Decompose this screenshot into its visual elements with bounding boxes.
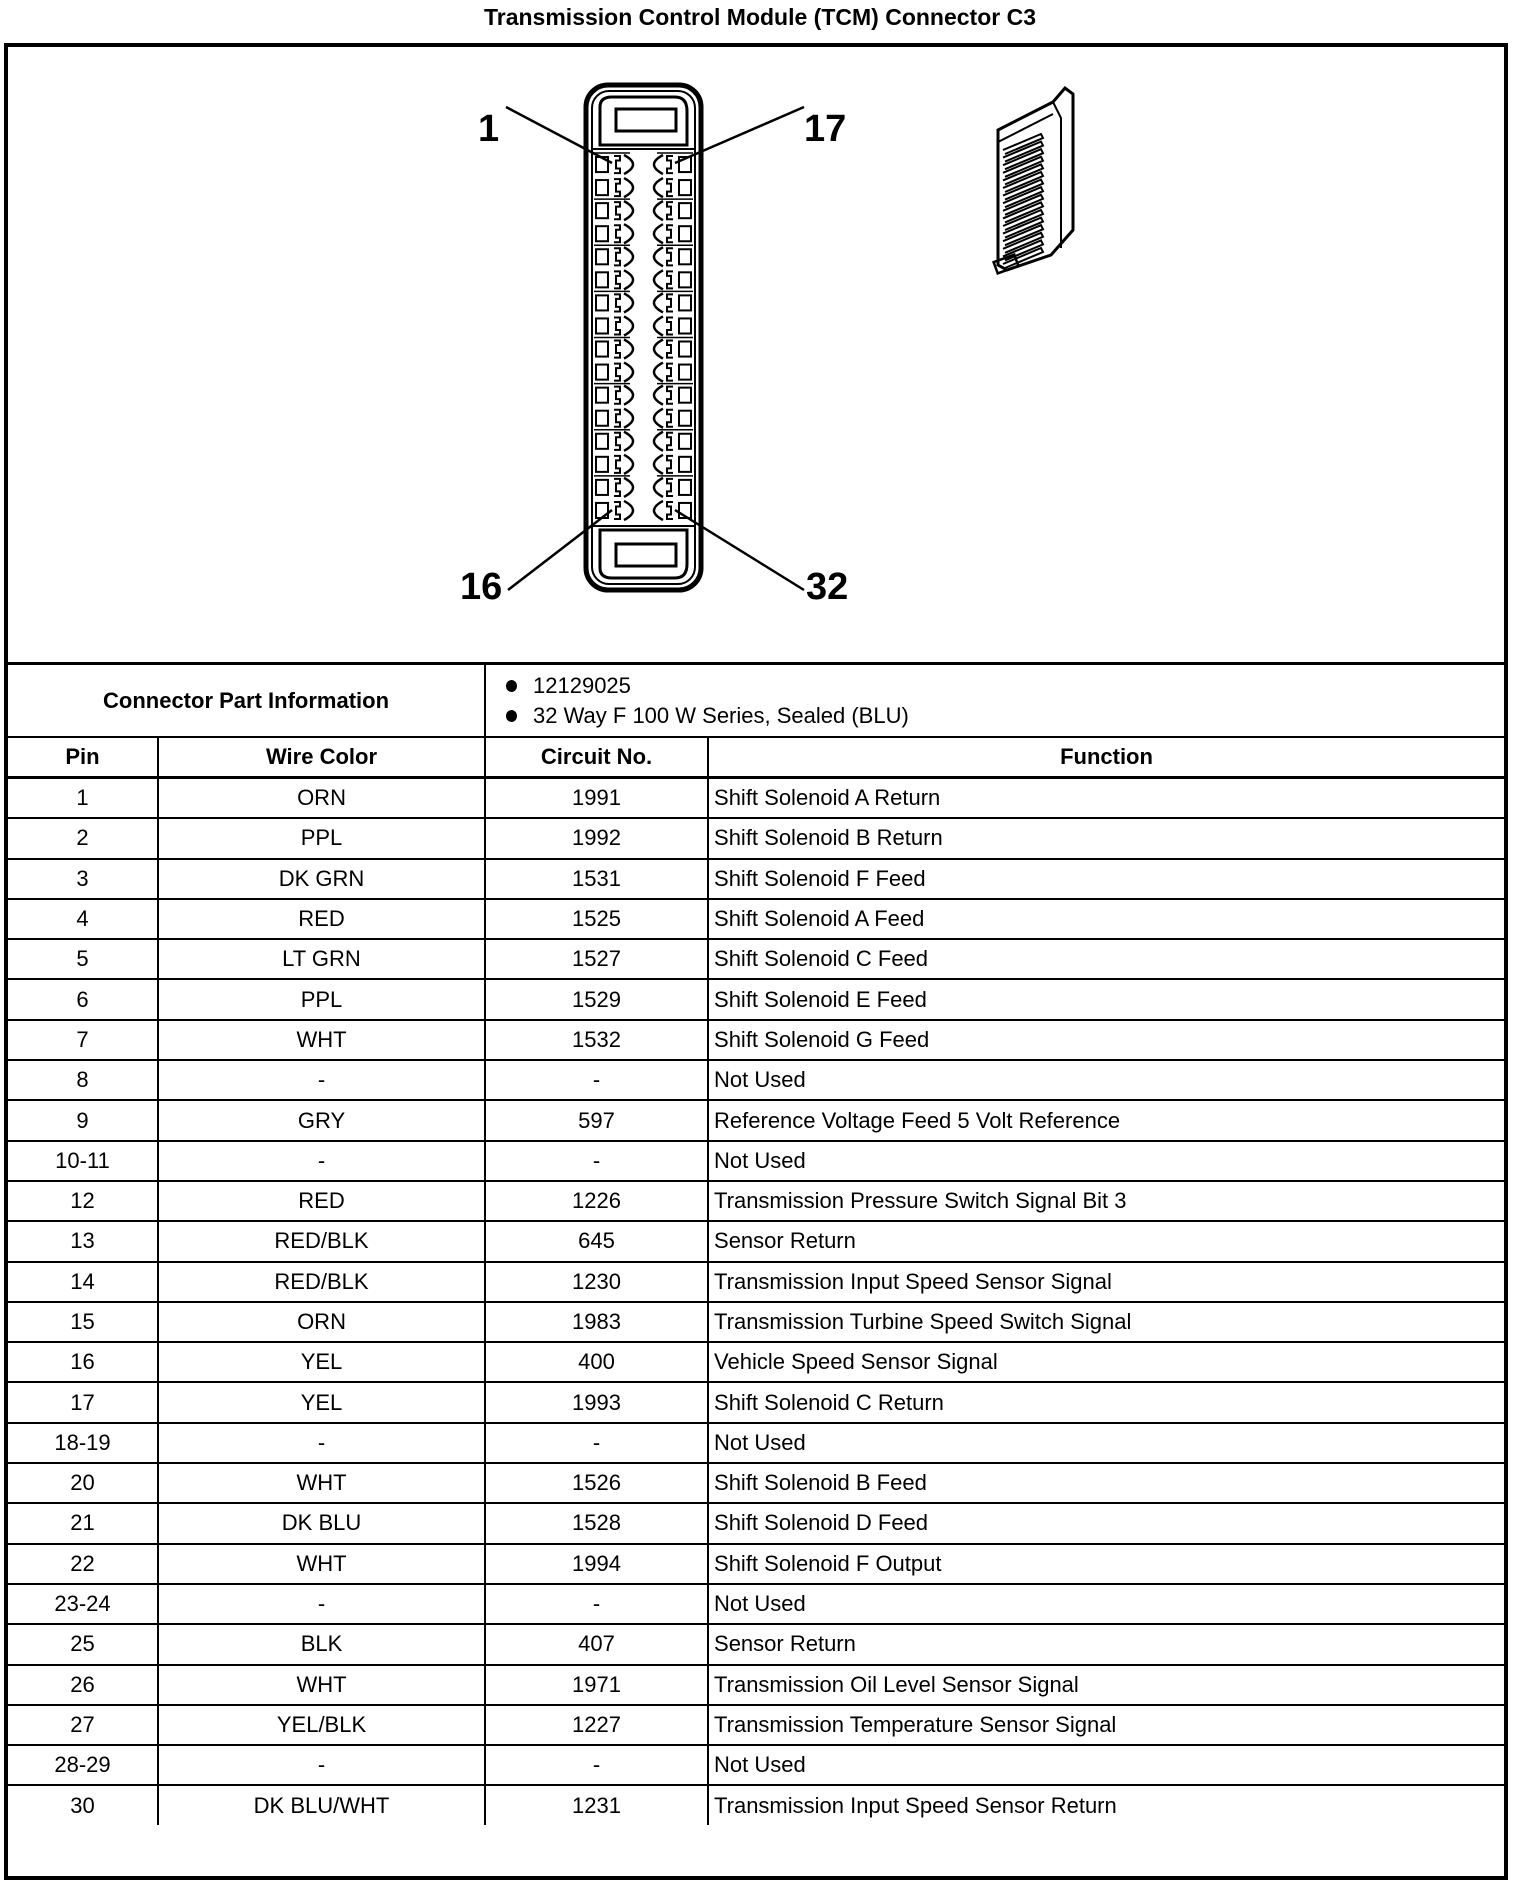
cell-function: Shift Solenoid F Output [708, 1544, 1504, 1584]
table-row [8, 979, 1504, 1019]
table-row [8, 1665, 1504, 1705]
cell-wire-color: YEL/BLK [158, 1705, 485, 1745]
cell-wire-color: YEL [158, 1382, 485, 1422]
cavity-left [596, 365, 608, 380]
terminal-left [614, 341, 620, 358]
cell-function: Shift Solenoid D Feed [708, 1503, 1504, 1543]
pin-label-bottom-right: 32 [806, 566, 849, 608]
cell-function: Shift Solenoid E Feed [708, 979, 1504, 1019]
cell-function: Shift Solenoid A Return [708, 778, 1504, 819]
cell-function: Shift Solenoid F Feed [708, 859, 1504, 899]
terminal-right-contact [654, 501, 663, 520]
table-row [8, 1100, 1504, 1140]
connector-part-info-row [8, 664, 1504, 738]
table-row [8, 859, 1504, 899]
cell-circuit-no: 597 [485, 1100, 708, 1140]
cell-circuit-no: 1971 [485, 1665, 708, 1705]
cell-wire-color: - [158, 1584, 485, 1624]
table-row [8, 1463, 1504, 1503]
cell-pin: 18-19 [8, 1423, 158, 1463]
cell-pin: 4 [8, 899, 158, 939]
cavity-right [679, 295, 691, 310]
cell-function: Not Used [708, 1584, 1504, 1624]
table-row [8, 1544, 1504, 1584]
bullet-icon [506, 680, 517, 692]
terminal-right [667, 248, 673, 265]
cavity-right [679, 480, 691, 495]
terminal-right [667, 502, 673, 519]
cavity-right [679, 411, 691, 426]
terminal-left-contact [624, 155, 633, 174]
top-latch [600, 97, 687, 145]
cell-pin: 8 [8, 1060, 158, 1100]
terminal-left [614, 410, 620, 427]
terminal-right [667, 179, 673, 196]
cell-circuit-no: 1531 [485, 859, 708, 899]
cell-circuit-no: 1528 [485, 1503, 708, 1543]
terminal-left-contact [624, 178, 633, 197]
cell-wire-color: - [158, 1060, 485, 1100]
terminal-right-contact [654, 363, 663, 382]
terminal-left [614, 271, 620, 288]
cell-pin: 27 [8, 1705, 158, 1745]
cell-function: Not Used [708, 1060, 1504, 1100]
terminal-right-contact [654, 155, 663, 174]
terminal-left-contact [624, 340, 633, 359]
cavity-right [679, 180, 691, 195]
table-row [8, 778, 1504, 819]
part-number: 12129025 [533, 672, 631, 698]
cavity-left [596, 272, 608, 287]
terminal-left [614, 502, 620, 519]
cell-wire-color: PPL [158, 818, 485, 858]
cavity-right [679, 365, 691, 380]
cell-wire-color: DK BLU [158, 1503, 485, 1543]
cavity-left [596, 226, 608, 241]
header-wire-color: Wire Color [158, 737, 485, 778]
cell-circuit-no: 1227 [485, 1705, 708, 1745]
terminal-right-contact [654, 224, 663, 243]
cavity-left [596, 411, 608, 426]
header-function: Function [708, 737, 1504, 778]
cell-circuit-no: 1525 [485, 899, 708, 939]
connector-part-info-label: Connector Part Information [8, 664, 485, 738]
cavity-left [596, 480, 608, 495]
cell-wire-color: - [158, 1423, 485, 1463]
terminal-left [614, 248, 620, 265]
cell-circuit-no: 645 [485, 1221, 708, 1261]
cavity-left [596, 388, 608, 403]
terminal-left [614, 225, 620, 242]
table-row [8, 1141, 1504, 1181]
cell-circuit-no: 1991 [485, 778, 708, 819]
cell-pin: 6 [8, 979, 158, 1019]
cell-wire-color: RED [158, 1181, 485, 1221]
table-row [8, 1584, 1504, 1624]
cell-wire-color: GRY [158, 1100, 485, 1140]
cell-pin: 30 [8, 1785, 158, 1824]
cell-wire-color: - [158, 1745, 485, 1785]
cell-function: Transmission Oil Level Sensor Signal [708, 1665, 1504, 1705]
connector-part-info-values [485, 664, 1504, 738]
cavity-right [679, 342, 691, 357]
table-row [8, 1785, 1504, 1824]
cell-circuit-no: 1529 [485, 979, 708, 1019]
cell-wire-color: RED [158, 899, 485, 939]
terminal-right [667, 225, 673, 242]
table-row [8, 1060, 1504, 1100]
cell-wire-color: LT GRN [158, 939, 485, 979]
table-row [8, 1745, 1504, 1785]
cell-function: Not Used [708, 1423, 1504, 1463]
terminal-left [614, 294, 620, 311]
table-row [8, 1382, 1504, 1422]
terminal-left [614, 479, 620, 496]
cell-pin: 16 [8, 1342, 158, 1382]
cavity-left [596, 180, 608, 195]
cell-pin: 10-11 [8, 1141, 158, 1181]
iso-top [998, 114, 1053, 142]
terminal-right [667, 294, 673, 311]
terminal-left-contact [624, 478, 633, 497]
cell-circuit-no: 1992 [485, 818, 708, 858]
terminal-left [614, 179, 620, 196]
part-number-line [506, 671, 1504, 701]
cell-circuit-no: 1527 [485, 939, 708, 979]
cell-pin: 20 [8, 1463, 158, 1503]
cell-pin: 17 [8, 1382, 158, 1422]
terminal-left-contact [624, 224, 633, 243]
cell-function: Shift Solenoid B Return [708, 818, 1504, 858]
cavity-right [679, 318, 691, 333]
terminal-left-contact [624, 201, 633, 220]
cell-pin: 13 [8, 1221, 158, 1261]
cell-function: Transmission Input Speed Sensor Return [708, 1785, 1504, 1824]
cell-circuit-no: 1994 [485, 1544, 708, 1584]
cavity-left [596, 295, 608, 310]
cell-function: Transmission Input Speed Sensor Signal [708, 1262, 1504, 1302]
terminal-left-contact [624, 270, 633, 289]
cavity-right [679, 388, 691, 403]
cell-function: Not Used [708, 1141, 1504, 1181]
terminal-left-contact [624, 501, 633, 520]
cavity-right [679, 249, 691, 264]
cell-circuit-no: 1231 [485, 1785, 708, 1824]
cell-wire-color: WHT [158, 1463, 485, 1503]
terminal-left [614, 317, 620, 334]
table-row [8, 1423, 1504, 1463]
terminal-right-contact [654, 409, 663, 428]
cell-circuit-no: 1526 [485, 1463, 708, 1503]
cell-function: Sensor Return [708, 1221, 1504, 1261]
iso-edge [1053, 102, 1061, 248]
cell-pin: 21 [8, 1503, 158, 1543]
terminal-left-contact [624, 247, 633, 266]
cell-function: Shift Solenoid A Feed [708, 899, 1504, 939]
cell-function: Sensor Return [708, 1624, 1504, 1664]
cell-circuit-no: - [485, 1745, 708, 1785]
page-title: Transmission Control Module (TCM) Connector C3 [483, 4, 1036, 30]
cell-pin: 2 [8, 818, 158, 858]
cell-pin: 28-29 [8, 1745, 158, 1785]
terminal-right [667, 156, 673, 173]
cavity-left [596, 203, 608, 218]
terminal-left-contact [624, 386, 633, 405]
cell-function: Transmission Temperature Sensor Signal [708, 1705, 1504, 1745]
connector-drawing [8, 47, 1504, 662]
cell-wire-color: DK BLU/WHT [158, 1785, 485, 1824]
terminal-right-contact [654, 247, 663, 266]
table-row [8, 1302, 1504, 1342]
cell-pin: 23-24 [8, 1584, 158, 1624]
cell-circuit-no: 1993 [485, 1382, 708, 1422]
cell-pin: 15 [8, 1302, 158, 1342]
cavity-right [679, 226, 691, 241]
connector-frame [4, 43, 1508, 1880]
terminal-right [667, 341, 673, 358]
cavity-left [596, 457, 608, 472]
cavity-left [596, 318, 608, 333]
cell-function: Shift Solenoid B Feed [708, 1463, 1504, 1503]
terminal-right-contact [654, 432, 663, 451]
table-row [8, 1262, 1504, 1302]
bottom-latch-slot [616, 544, 676, 566]
cell-wire-color: WHT [158, 1020, 485, 1060]
cell-pin: 3 [8, 859, 158, 899]
table-row [8, 1342, 1504, 1382]
cavity-right [679, 272, 691, 287]
table-row [8, 899, 1504, 939]
cell-circuit-no: 1226 [485, 1181, 708, 1221]
cell-wire-color: WHT [158, 1665, 485, 1705]
cavity-right [679, 434, 691, 449]
terminal-right [667, 479, 673, 496]
terminal-right-contact [654, 316, 663, 335]
pin-label-bottom-left: 16 [460, 566, 503, 608]
cell-wire-color: ORN [158, 1302, 485, 1342]
table-header-row [8, 737, 1504, 778]
table-row [8, 1624, 1504, 1664]
terminal-right-contact [654, 478, 663, 497]
cell-function: Shift Solenoid G Feed [708, 1020, 1504, 1060]
cell-circuit-no: - [485, 1584, 708, 1624]
cell-function: Shift Solenoid C Return [708, 1382, 1504, 1422]
terminal-left-contact [624, 409, 633, 428]
terminal-right [667, 271, 673, 288]
cell-circuit-no: 407 [485, 1624, 708, 1664]
table-row [8, 1181, 1504, 1221]
terminal-left-contact [624, 432, 633, 451]
cell-circuit-no: 400 [485, 1342, 708, 1382]
terminal-right-contact [654, 293, 663, 312]
terminal-right-contact [654, 201, 663, 220]
cell-pin: 26 [8, 1665, 158, 1705]
cell-circuit-no: - [485, 1423, 708, 1463]
cell-function: Reference Voltage Feed 5 Volt Reference [708, 1100, 1504, 1140]
terminal-left-contact [624, 363, 633, 382]
bullet-icon [506, 710, 517, 722]
cell-pin: 12 [8, 1181, 158, 1221]
terminal-left-contact [624, 293, 633, 312]
cell-function: Transmission Pressure Switch Signal Bit 3 [708, 1181, 1504, 1221]
table-row [8, 1705, 1504, 1745]
terminal-left [614, 364, 620, 381]
cell-wire-color: DK GRN [158, 859, 485, 899]
terminal-right-contact [654, 270, 663, 289]
terminal-right [667, 202, 673, 219]
table-row [8, 939, 1504, 979]
cell-circuit-no: 1983 [485, 1302, 708, 1342]
terminal-right [667, 364, 673, 381]
terminal-left [614, 387, 620, 404]
cell-function: Transmission Turbine Speed Switch Signal [708, 1302, 1504, 1342]
cell-pin: 1 [8, 778, 158, 819]
cavity-right [679, 457, 691, 472]
leader-pin-1 [506, 107, 612, 163]
pin-label-top-left: 1 [478, 108, 500, 150]
cell-function: Vehicle Speed Sensor Signal [708, 1342, 1504, 1382]
terminal-right [667, 387, 673, 404]
terminal-right [667, 433, 673, 450]
cell-pin: 14 [8, 1262, 158, 1302]
cell-pin: 25 [8, 1624, 158, 1664]
cell-pin: 9 [8, 1100, 158, 1140]
cell-circuit-no: - [485, 1060, 708, 1100]
cell-pin: 7 [8, 1020, 158, 1060]
part-description: 32 Way F 100 W Series, Sealed (BLU) [533, 702, 909, 728]
cell-wire-color: RED/BLK [158, 1221, 485, 1261]
cell-wire-color: ORN [158, 778, 485, 819]
cell-wire-color: PPL [158, 979, 485, 1019]
cell-wire-color: WHT [158, 1544, 485, 1584]
cell-circuit-no: 1230 [485, 1262, 708, 1302]
cavity-left [596, 434, 608, 449]
table-row [8, 1503, 1504, 1543]
terminal-right-contact [654, 340, 663, 359]
pinout-table [8, 662, 1504, 1825]
cavity-right [679, 203, 691, 218]
cell-wire-color: YEL [158, 1342, 485, 1382]
table-row [8, 1221, 1504, 1261]
terminal-right [667, 456, 673, 473]
cell-function: Shift Solenoid C Feed [708, 939, 1504, 979]
terminal-right-contact [654, 178, 663, 197]
header-circuit-no: Circuit No. [485, 737, 708, 778]
terminal-left-contact [624, 316, 633, 335]
cell-wire-color: RED/BLK [158, 1262, 485, 1302]
cell-circuit-no: - [485, 1141, 708, 1181]
table-row [8, 818, 1504, 858]
terminal-left [614, 202, 620, 219]
terminal-right [667, 317, 673, 334]
terminal-right-contact [654, 386, 663, 405]
cell-circuit-no: 1532 [485, 1020, 708, 1060]
top-latch-slot [616, 109, 676, 131]
terminal-left [614, 156, 620, 173]
cell-pin: 22 [8, 1544, 158, 1584]
terminal-right [667, 410, 673, 427]
terminal-left [614, 433, 620, 450]
table-row [8, 1020, 1504, 1060]
cavity-left [596, 342, 608, 357]
cell-function: Not Used [708, 1745, 1504, 1785]
part-description-line [506, 701, 1504, 731]
terminal-right-contact [654, 455, 663, 474]
connector-face-view-icon [8, 47, 1504, 662]
cell-wire-color: BLK [158, 1624, 485, 1664]
header-pin: Pin [8, 737, 158, 778]
cell-wire-color: - [158, 1141, 485, 1181]
cavity-left [596, 249, 608, 264]
pin-label-top-right: 17 [804, 108, 847, 150]
terminal-left [614, 456, 620, 473]
bottom-latch [600, 530, 687, 578]
cell-pin: 5 [8, 939, 158, 979]
terminal-left-contact [624, 455, 633, 474]
